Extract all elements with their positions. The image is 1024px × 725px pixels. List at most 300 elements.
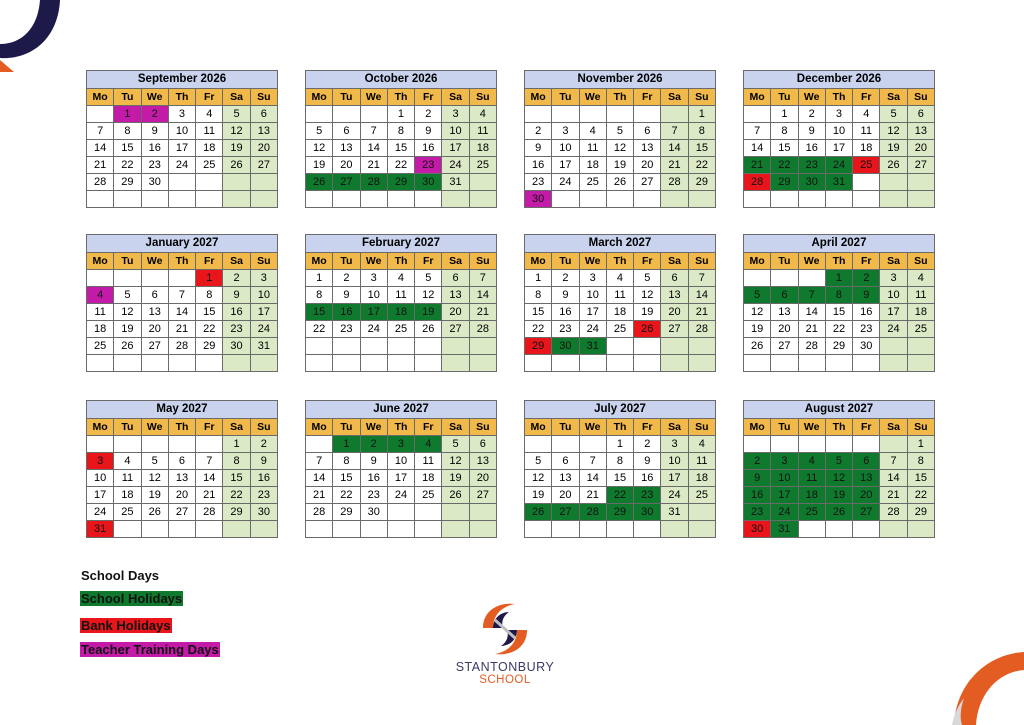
day-cell: 29 xyxy=(606,504,633,521)
day-cell: 21 xyxy=(196,487,223,504)
weekday-header: Su xyxy=(907,419,934,436)
day-cell: 3 xyxy=(771,453,798,470)
day-cell: 11 xyxy=(907,287,934,304)
weekday-header: Tu xyxy=(114,419,141,436)
weekday-header: Tu xyxy=(333,253,360,270)
day-cell: 9 xyxy=(141,123,168,140)
day-cell: 10 xyxy=(250,287,277,304)
day-cell: 25 xyxy=(387,321,414,338)
day-cell: 25 xyxy=(87,338,114,355)
day-cell: 8 xyxy=(196,287,223,304)
day-cell: 2 xyxy=(744,453,771,470)
day-cell: 14 xyxy=(880,470,907,487)
day-cell: 4 xyxy=(196,106,223,123)
day-cell: 17 xyxy=(880,304,907,321)
day-cell: 10 xyxy=(87,470,114,487)
day-cell: 12 xyxy=(880,123,907,140)
empty-cell xyxy=(634,521,661,538)
empty-cell xyxy=(880,436,907,453)
legend-school-days: School Days xyxy=(81,568,160,583)
empty-cell xyxy=(798,521,825,538)
day-cell: 16 xyxy=(333,304,360,321)
day-cell: 19 xyxy=(880,140,907,157)
weekday-header: Tu xyxy=(333,419,360,436)
empty-cell xyxy=(688,355,715,372)
day-cell: 26 xyxy=(634,321,661,338)
day-cell: 29 xyxy=(387,174,414,191)
empty-cell xyxy=(87,191,114,208)
day-cell: 8 xyxy=(771,123,798,140)
day-cell: 12 xyxy=(141,470,168,487)
day-cell: 15 xyxy=(196,304,223,321)
day-cell: 11 xyxy=(114,470,141,487)
day-cell: 13 xyxy=(333,140,360,157)
weekday-header: Mo xyxy=(525,89,552,106)
day-cell: 19 xyxy=(442,470,469,487)
weekday-header: Tu xyxy=(552,253,579,270)
weekday-header: Fr xyxy=(196,89,223,106)
day-cell: 13 xyxy=(469,453,496,470)
day-cell: 18 xyxy=(579,157,606,174)
weekday-header: Su xyxy=(469,89,496,106)
day-cell: 24 xyxy=(661,487,688,504)
day-cell: 6 xyxy=(442,270,469,287)
weekday-header: We xyxy=(360,253,387,270)
day-cell: 27 xyxy=(853,504,880,521)
day-cell: 30 xyxy=(744,521,771,538)
day-cell: 7 xyxy=(880,453,907,470)
weekday-header: Fr xyxy=(415,89,442,106)
day-cell: 18 xyxy=(853,140,880,157)
day-cell: 1 xyxy=(333,436,360,453)
day-cell: 8 xyxy=(688,123,715,140)
empty-cell xyxy=(661,355,688,372)
day-cell: 6 xyxy=(141,287,168,304)
day-cell: 22 xyxy=(114,157,141,174)
weekday-header: Su xyxy=(907,253,934,270)
day-cell: 23 xyxy=(798,157,825,174)
empty-cell xyxy=(333,521,360,538)
weekday-header: Th xyxy=(606,89,633,106)
empty-cell xyxy=(415,338,442,355)
day-cell: 18 xyxy=(196,140,223,157)
day-cell: 9 xyxy=(250,453,277,470)
day-cell: 3 xyxy=(579,270,606,287)
empty-cell xyxy=(771,191,798,208)
empty-cell xyxy=(306,521,333,538)
empty-cell xyxy=(114,191,141,208)
school-logo xyxy=(450,598,560,686)
empty-cell xyxy=(333,338,360,355)
weekday-header: We xyxy=(141,89,168,106)
day-cell: 7 xyxy=(360,123,387,140)
empty-cell xyxy=(114,355,141,372)
empty-cell xyxy=(415,355,442,372)
weekday-header: We xyxy=(579,89,606,106)
day-cell: 12 xyxy=(223,123,250,140)
day-cell: 28 xyxy=(880,504,907,521)
day-cell: 5 xyxy=(442,436,469,453)
empty-cell xyxy=(525,521,552,538)
empty-cell xyxy=(306,436,333,453)
weekday-header: Mo xyxy=(525,419,552,436)
empty-cell xyxy=(579,521,606,538)
weekday-header: We xyxy=(798,253,825,270)
day-cell: 22 xyxy=(333,487,360,504)
day-cell: 17 xyxy=(579,304,606,321)
day-cell: 24 xyxy=(387,487,414,504)
weekday-header: Su xyxy=(250,419,277,436)
weekday-header: Sa xyxy=(223,419,250,436)
day-cell: 8 xyxy=(114,123,141,140)
legend-bank-holidays: Bank Holidays xyxy=(81,618,171,633)
empty-cell xyxy=(415,521,442,538)
day-cell: 11 xyxy=(688,453,715,470)
day-cell: 1 xyxy=(688,106,715,123)
empty-cell xyxy=(87,106,114,123)
empty-cell xyxy=(469,504,496,521)
day-cell: 30 xyxy=(360,504,387,521)
day-cell: 10 xyxy=(579,287,606,304)
day-cell: 17 xyxy=(250,304,277,321)
day-cell: 20 xyxy=(771,321,798,338)
day-cell: 24 xyxy=(552,174,579,191)
day-cell: 27 xyxy=(141,338,168,355)
day-cell: 20 xyxy=(250,140,277,157)
corner-swoosh-top-left xyxy=(0,0,70,72)
empty-cell xyxy=(579,191,606,208)
day-cell: 3 xyxy=(360,270,387,287)
day-cell: 28 xyxy=(661,174,688,191)
empty-cell xyxy=(333,106,360,123)
empty-cell xyxy=(525,106,552,123)
day-cell: 19 xyxy=(415,304,442,321)
day-cell: 14 xyxy=(469,287,496,304)
day-cell: 11 xyxy=(853,123,880,140)
weekday-header: Sa xyxy=(880,419,907,436)
empty-cell xyxy=(387,504,414,521)
month-title: June 2027 xyxy=(306,401,497,419)
empty-cell xyxy=(168,174,195,191)
day-cell: 7 xyxy=(688,270,715,287)
day-cell: 8 xyxy=(306,287,333,304)
day-cell: 30 xyxy=(798,174,825,191)
day-cell: 8 xyxy=(606,453,633,470)
empty-cell xyxy=(360,338,387,355)
day-cell: 31 xyxy=(579,338,606,355)
empty-cell xyxy=(552,521,579,538)
day-cell: 22 xyxy=(223,487,250,504)
empty-cell xyxy=(442,521,469,538)
empty-cell xyxy=(771,436,798,453)
weekday-header: Th xyxy=(825,419,852,436)
weekday-header: Sa xyxy=(442,253,469,270)
weekday-header: Th xyxy=(825,253,852,270)
empty-cell xyxy=(168,521,195,538)
month-calendar xyxy=(305,234,497,372)
day-cell: 4 xyxy=(87,287,114,304)
empty-cell xyxy=(415,191,442,208)
day-cell: 16 xyxy=(141,140,168,157)
empty-cell xyxy=(688,191,715,208)
day-cell: 29 xyxy=(525,338,552,355)
day-cell: 8 xyxy=(525,287,552,304)
day-cell: 16 xyxy=(525,157,552,174)
day-cell: 20 xyxy=(442,304,469,321)
empty-cell xyxy=(744,355,771,372)
day-cell: 25 xyxy=(579,174,606,191)
empty-cell xyxy=(387,521,414,538)
day-cell: 15 xyxy=(606,470,633,487)
day-cell: 15 xyxy=(114,140,141,157)
day-cell: 6 xyxy=(333,123,360,140)
day-cell: 15 xyxy=(223,470,250,487)
month-calendar xyxy=(86,400,278,538)
empty-cell xyxy=(907,521,934,538)
month-title: August 2027 xyxy=(744,401,935,419)
empty-cell xyxy=(442,355,469,372)
empty-cell xyxy=(360,355,387,372)
month-calendar xyxy=(524,400,716,538)
day-cell: 23 xyxy=(744,504,771,521)
empty-cell xyxy=(469,191,496,208)
empty-cell xyxy=(525,355,552,372)
empty-cell xyxy=(87,355,114,372)
day-cell: 20 xyxy=(907,140,934,157)
empty-cell xyxy=(469,355,496,372)
day-cell: 30 xyxy=(250,504,277,521)
weekday-header: Mo xyxy=(525,253,552,270)
day-cell: 1 xyxy=(114,106,141,123)
day-cell: 2 xyxy=(223,270,250,287)
day-cell: 27 xyxy=(469,487,496,504)
day-cell: 4 xyxy=(853,106,880,123)
day-cell: 7 xyxy=(196,453,223,470)
day-cell: 30 xyxy=(552,338,579,355)
day-cell: 26 xyxy=(525,504,552,521)
day-cell: 16 xyxy=(250,470,277,487)
day-cell: 14 xyxy=(661,140,688,157)
month-title: October 2026 xyxy=(306,71,497,89)
weekday-header: Sa xyxy=(223,253,250,270)
empty-cell xyxy=(360,191,387,208)
weekday-header: Th xyxy=(387,89,414,106)
day-cell: 14 xyxy=(744,140,771,157)
day-cell: 21 xyxy=(880,487,907,504)
weekday-header: Sa xyxy=(442,419,469,436)
weekday-header: Sa xyxy=(880,253,907,270)
day-cell: 2 xyxy=(141,106,168,123)
legend-teacher-training: Teacher Training Days xyxy=(81,642,219,657)
day-cell: 2 xyxy=(853,270,880,287)
weekday-header: We xyxy=(141,253,168,270)
month-title: April 2027 xyxy=(744,235,935,253)
empty-cell xyxy=(250,355,277,372)
day-cell: 31 xyxy=(442,174,469,191)
day-cell: 17 xyxy=(442,140,469,157)
day-cell: 1 xyxy=(196,270,223,287)
day-cell: 26 xyxy=(223,157,250,174)
weekday-header: Tu xyxy=(771,253,798,270)
day-cell: 12 xyxy=(442,453,469,470)
day-cell: 26 xyxy=(442,487,469,504)
empty-cell xyxy=(306,338,333,355)
day-cell: 22 xyxy=(825,321,852,338)
empty-cell xyxy=(798,436,825,453)
day-cell: 28 xyxy=(579,504,606,521)
weekday-header: Th xyxy=(387,253,414,270)
empty-cell xyxy=(798,191,825,208)
logo-name: STANTONBURY xyxy=(455,660,555,674)
day-cell: 13 xyxy=(250,123,277,140)
day-cell: 22 xyxy=(306,321,333,338)
empty-cell xyxy=(223,521,250,538)
day-cell: 19 xyxy=(525,487,552,504)
day-cell: 21 xyxy=(688,304,715,321)
empty-cell xyxy=(223,355,250,372)
day-cell: 7 xyxy=(798,287,825,304)
empty-cell xyxy=(141,521,168,538)
day-cell: 13 xyxy=(141,304,168,321)
month-calendar xyxy=(743,400,935,538)
month-title: September 2026 xyxy=(87,71,278,89)
weekday-header: Mo xyxy=(744,89,771,106)
empty-cell xyxy=(469,338,496,355)
day-cell: 26 xyxy=(606,174,633,191)
empty-cell xyxy=(114,521,141,538)
month-title: November 2026 xyxy=(525,71,716,89)
day-cell: 11 xyxy=(387,287,414,304)
day-cell: 30 xyxy=(415,174,442,191)
day-cell: 20 xyxy=(661,304,688,321)
day-cell: 1 xyxy=(525,270,552,287)
empty-cell xyxy=(688,338,715,355)
day-cell: 23 xyxy=(223,321,250,338)
day-cell: 24 xyxy=(825,157,852,174)
day-cell: 22 xyxy=(606,487,633,504)
day-cell: 7 xyxy=(744,123,771,140)
day-cell: 8 xyxy=(387,123,414,140)
day-cell: 21 xyxy=(744,157,771,174)
weekday-header: Su xyxy=(907,89,934,106)
day-cell: 12 xyxy=(606,140,633,157)
empty-cell xyxy=(196,355,223,372)
day-cell: 25 xyxy=(606,321,633,338)
empty-cell xyxy=(306,355,333,372)
day-cell: 9 xyxy=(634,453,661,470)
day-cell: 13 xyxy=(907,123,934,140)
day-cell: 1 xyxy=(606,436,633,453)
weekday-header: Fr xyxy=(415,253,442,270)
weekday-header: Mo xyxy=(306,419,333,436)
day-cell: 3 xyxy=(387,436,414,453)
day-cell: 18 xyxy=(469,140,496,157)
day-cell: 13 xyxy=(552,470,579,487)
day-cell: 25 xyxy=(688,487,715,504)
day-cell: 4 xyxy=(114,453,141,470)
day-cell: 24 xyxy=(87,504,114,521)
day-cell: 30 xyxy=(223,338,250,355)
day-cell: 11 xyxy=(469,123,496,140)
day-cell: 21 xyxy=(87,157,114,174)
day-cell: 30 xyxy=(634,504,661,521)
day-cell: 28 xyxy=(469,321,496,338)
day-cell: 1 xyxy=(306,270,333,287)
day-cell: 7 xyxy=(306,453,333,470)
day-cell: 16 xyxy=(415,140,442,157)
day-cell: 26 xyxy=(825,504,852,521)
day-cell: 19 xyxy=(744,321,771,338)
empty-cell xyxy=(442,504,469,521)
day-cell: 2 xyxy=(360,436,387,453)
day-cell: 4 xyxy=(415,436,442,453)
day-cell: 4 xyxy=(579,123,606,140)
day-cell: 18 xyxy=(114,487,141,504)
weekday-header: Fr xyxy=(634,89,661,106)
day-cell: 6 xyxy=(771,287,798,304)
weekday-header: Mo xyxy=(87,89,114,106)
empty-cell xyxy=(141,355,168,372)
day-cell: 13 xyxy=(634,140,661,157)
day-cell: 26 xyxy=(415,321,442,338)
day-cell: 27 xyxy=(250,157,277,174)
day-cell: 17 xyxy=(552,157,579,174)
day-cell: 1 xyxy=(825,270,852,287)
day-cell: 30 xyxy=(525,191,552,208)
month-title: May 2027 xyxy=(87,401,278,419)
month-title: February 2027 xyxy=(306,235,497,253)
weekday-header: Tu xyxy=(114,89,141,106)
day-cell: 11 xyxy=(606,287,633,304)
day-cell: 31 xyxy=(661,504,688,521)
weekday-header: Fr xyxy=(634,419,661,436)
empty-cell xyxy=(606,355,633,372)
day-cell: 2 xyxy=(552,270,579,287)
day-cell: 6 xyxy=(907,106,934,123)
day-cell: 10 xyxy=(880,287,907,304)
empty-cell xyxy=(907,355,934,372)
day-cell: 16 xyxy=(634,470,661,487)
weekday-header: Th xyxy=(168,419,195,436)
day-cell: 19 xyxy=(306,157,333,174)
day-cell: 21 xyxy=(469,304,496,321)
day-cell: 21 xyxy=(360,157,387,174)
day-cell: 12 xyxy=(415,287,442,304)
day-cell: 1 xyxy=(223,436,250,453)
day-cell: 29 xyxy=(223,504,250,521)
day-cell: 21 xyxy=(579,487,606,504)
day-cell: 6 xyxy=(469,436,496,453)
day-cell: 28 xyxy=(360,174,387,191)
weekday-header: Su xyxy=(688,89,715,106)
day-cell: 1 xyxy=(771,106,798,123)
empty-cell xyxy=(168,355,195,372)
empty-cell xyxy=(333,355,360,372)
weekday-header: Fr xyxy=(196,253,223,270)
day-cell: 22 xyxy=(688,157,715,174)
day-cell: 29 xyxy=(771,174,798,191)
empty-cell xyxy=(880,191,907,208)
logo-subtitle: SCHOOL xyxy=(479,674,531,686)
day-cell: 26 xyxy=(744,338,771,355)
day-cell: 15 xyxy=(333,470,360,487)
day-cell: 19 xyxy=(634,304,661,321)
weekday-header: Fr xyxy=(415,419,442,436)
weekday-header: We xyxy=(579,253,606,270)
day-cell: 27 xyxy=(661,321,688,338)
weekday-header: Fr xyxy=(634,253,661,270)
weekday-header: Tu xyxy=(552,419,579,436)
